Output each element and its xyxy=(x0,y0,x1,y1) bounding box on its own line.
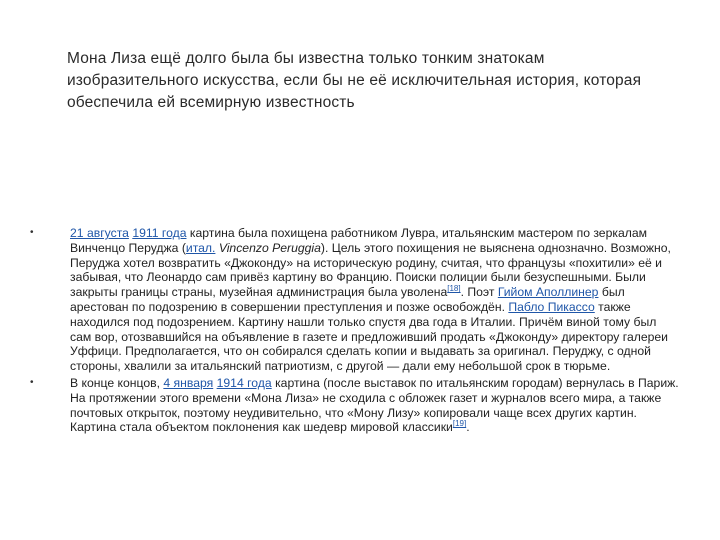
text-fragment: ). Цель этого похищения не выяснена однозначно. Возможно, Перуджа хотел возвратить «Джоконду» на историческую родину, считая, что французы «похитили» её и забывая, что Леонардо сам привёз картину во Францию. Поиски полиции были безуспешными. Были закрыты границы страны, музейная администрация была уволена xyxy=(70,240,671,300)
link-year-1914[interactable]: 1914 года xyxy=(216,375,272,390)
link-year-1911[interactable]: 1911 года xyxy=(132,226,187,240)
link-picasso[interactable]: Пабло Пикассо xyxy=(508,299,595,314)
text-fragment: . xyxy=(466,420,470,435)
reference-18-link[interactable]: [18] xyxy=(447,284,461,294)
italian-name: Vincenzo Peruggia xyxy=(218,240,321,255)
text-fragment: картина (после выставок по итальянским городам) вернулась в Париж. На протяжении этого времени «Мона Лиза» не сходила с обложек газет и журналов всего мира, а также почтовых открыток, поэтому неудивительно, что «Мону Лизу» копировали чаще всех других картин. Картина стала объектом поклонения как шедевр мировой классики xyxy=(70,375,679,435)
link-italian-language[interactable]: итал. xyxy=(185,240,216,255)
text-fragment: был арестован по подозрению в совершении преступления и позже освобождён. xyxy=(70,285,625,314)
bullet-list xyxy=(30,226,680,435)
link-date-august-21[interactable]: 21 августа xyxy=(70,226,129,240)
bullet-marker: • xyxy=(30,376,34,388)
text-fragment: картина была похищена работником Лувра, итальянским мастером по зеркалам Винченцо Перуджа ( xyxy=(70,226,648,255)
reference-19-link[interactable]: [19] xyxy=(452,419,467,429)
bullet-marker: • xyxy=(30,227,34,238)
text-fragment: В конце концов, xyxy=(70,375,164,390)
slide-title: Мона Лиза ещё долго была бы известна только тонким знатокам изобразительного искусства, если бы не её исключительная история, которая обеспечила ей всемирную известность xyxy=(67,50,642,111)
text-fragment: . Поэт xyxy=(460,285,498,300)
link-apollinaire[interactable]: Гийом Аполлинер xyxy=(497,285,599,300)
text-fragment: также находился под подозрением. Картину нашли только спустя два года в Италии. Причём виной тому был сам вор, отозвавшийся на объявление в газете и предложивший продать «Джоконду» директору галереи Уффици. Предполагается, что он собирался сделать копии и выдавать за оригинал. Перуджу, с одной стороны, хвалили за итальянский патриотизм, с другой — дали ему небольшой срок в тюрьме. xyxy=(70,299,668,374)
link-date-january-4[interactable]: 4 января xyxy=(163,375,214,390)
bullet-item-return xyxy=(30,376,680,435)
bullet-item-theft xyxy=(30,226,680,374)
